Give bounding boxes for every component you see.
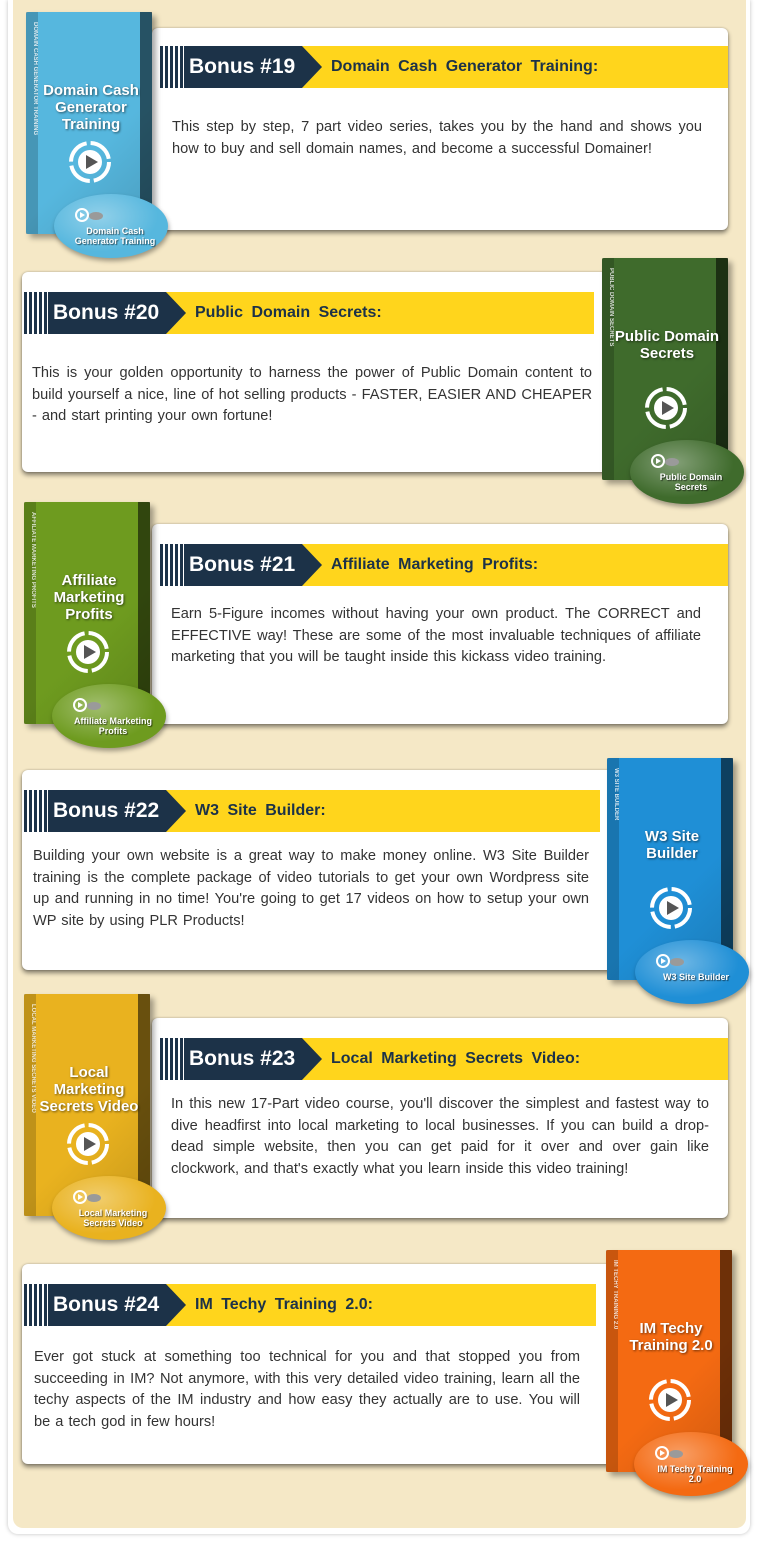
- product-spine-text: PUBLIC DOMAIN SECRETS: [608, 268, 614, 347]
- disc-logo-icon: [72, 696, 102, 714]
- play-circle-icon: [68, 140, 112, 184]
- product-title: Domain Cash Generator Training: [43, 82, 139, 133]
- play-circle-icon: [66, 630, 110, 674]
- disc-logo-icon: [650, 452, 680, 470]
- bonus-label: Bonus #24: [48, 1284, 166, 1326]
- play-circle-icon: [648, 1378, 692, 1422]
- bonus-label: Bonus #22: [48, 790, 166, 832]
- bonus-label: Bonus #19: [184, 46, 302, 88]
- product-spine-text: DOMAIN CASH GENERATOR TRAINING: [32, 22, 38, 136]
- product-title: IM Techy Training 2.0: [629, 1320, 713, 1354]
- disc-label: Affiliate Marketing Profits: [73, 716, 152, 736]
- product-spine-text: IM TECHY TRAINING 2.0: [612, 1260, 618, 1330]
- product-disc: [52, 1176, 166, 1240]
- product-box-20[interactable]: [600, 258, 750, 508]
- bonus-title: IM Techy Training 2.0:: [195, 1296, 373, 1313]
- play-circle-icon: [644, 386, 688, 430]
- bonus-card-22: [22, 770, 622, 970]
- bonus-description: In this new 17-Part video course, you'll discover the simplest and fastest way to dive headfirst into local marketing to local businesses. If you can build a drop-dead simple website, then you can get paid for it over and over gain like clockwork, and that's exactly what you learn inside this video training!: [171, 1096, 709, 1177]
- product-title: W3 Site Builder: [644, 828, 700, 862]
- product-box-22[interactable]: [605, 758, 755, 1008]
- bonus-description: This step by step, 7 part video series, takes you by the hand and shows you how to buy and sell domain names, and become a successful Domainer!: [172, 119, 702, 157]
- bonus-card-20: [22, 272, 622, 472]
- bonus-header-bar: [160, 1038, 728, 1080]
- product-disc: [635, 940, 749, 1004]
- product-spine-text: AFFILIATE MARKETING PROFITS: [30, 512, 36, 608]
- product-title: Public Domain Secrets: [614, 328, 720, 362]
- product-box-19[interactable]: [24, 12, 174, 262]
- play-circle-icon: [66, 1122, 110, 1166]
- bonus-title: Local Marketing Secrets Video:: [331, 1050, 581, 1067]
- bonus-header-bar: [160, 544, 728, 586]
- disc-label: W3 Site Builder: [662, 972, 729, 982]
- disc-label: IM Techy Training 2.0: [657, 1464, 733, 1484]
- bonus-header-bar: [24, 1284, 596, 1326]
- bonus-label: Bonus #23: [184, 1038, 302, 1080]
- product-disc: [52, 684, 166, 748]
- product-disc: [54, 194, 168, 258]
- product-spine-text: W3 SITE BUILDER: [613, 768, 619, 821]
- bonus-title: Affiliate Marketing Profits:: [331, 556, 539, 573]
- bonus-header-bar: [160, 46, 728, 88]
- bonus-header-bar: [24, 292, 594, 334]
- disc-label: Public Domain Secrets: [659, 472, 723, 492]
- product-box-21[interactable]: [22, 502, 172, 752]
- bonus-card-19: [152, 28, 728, 230]
- product-disc: [630, 440, 744, 504]
- bonus-description: Ever got stuck at something too technical for you and that stopped you from succeeding in IM? Not anymore, with this very detailed video training, learn all the techy aspects of the IM industry and how easy they actually are to use. You will be a tech god in few hours!: [34, 1349, 580, 1430]
- bonus-label: Bonus #20: [48, 292, 166, 334]
- play-circle-icon: [649, 886, 693, 930]
- product-box-23[interactable]: [22, 994, 172, 1244]
- product-disc: [634, 1432, 748, 1496]
- disc-logo-icon: [74, 206, 104, 224]
- product-title: Local Marketing Secrets Video: [39, 1064, 139, 1115]
- product-spine-text: LOCAL MARKETING SECRETS VIDEO: [30, 1004, 36, 1113]
- disc-logo-icon: [72, 1188, 102, 1206]
- bonus-header-bar: [24, 790, 600, 832]
- product-title: Affiliate Marketing Profits: [53, 572, 125, 623]
- bonus-card-21: [152, 524, 728, 724]
- bonus-title: W3 Site Builder:: [195, 802, 326, 819]
- disc-logo-icon: [655, 952, 685, 970]
- bonus-label: Bonus #21: [184, 544, 302, 586]
- disc-label: Domain Cash Generator Training: [74, 226, 156, 246]
- disc-label: Local Marketing Secrets Video: [78, 1208, 148, 1228]
- bonus-card-24: [22, 1264, 622, 1464]
- product-box-24[interactable]: [604, 1250, 754, 1500]
- bonus-description: Earn 5-Figure incomes without having your own product. The CORRECT and EFFECTIVE way! These are some of the most invaluable techniques of affiliate marketing that you will be taught inside this kickass video training.: [171, 606, 701, 666]
- bonus-description: Building your own website is a great way to make money online. W3 Site Builder training is the complete package of video tutorials to get your own Wordpress site up and running in no time! You're going to get 17 videos on how to setup your own WP site by using PLR Products!: [33, 848, 589, 929]
- bonus-card-23: [152, 1018, 728, 1218]
- bonus-description: This is your golden opportunity to harness the power of Public Domain content to build yourself a nice, line of hot selling products - FASTER, EASIER AND CHEAPER - and start printing your own fortune!: [32, 365, 592, 425]
- disc-logo-icon: [654, 1444, 684, 1462]
- bonus-title: Domain Cash Generator Training:: [331, 58, 599, 75]
- bonus-title: Public Domain Secrets:: [195, 304, 382, 321]
